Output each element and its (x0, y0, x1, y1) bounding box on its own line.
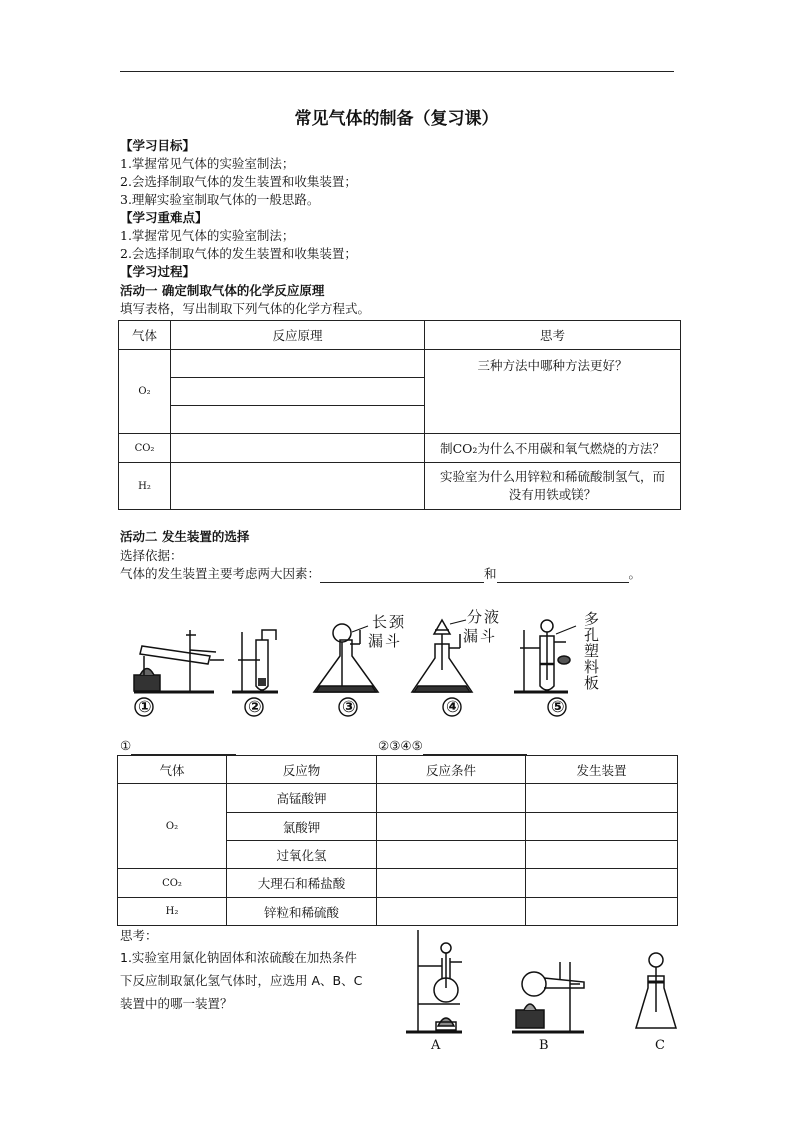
cond-4[interactable] (377, 869, 526, 898)
label-porous-plate-char-3: 塑 (584, 642, 602, 660)
th2-device: 发生装置 (526, 756, 678, 784)
question-1-line-1: 1.实验室用氯化钠固体和浓硫酸在加热条件 (120, 950, 357, 965)
device-1[interactable] (526, 784, 678, 813)
apparatus-label-3: ③ (342, 697, 356, 716)
th-gas: 气体 (119, 321, 171, 350)
page-title: 常见气体的制备（复习课） (294, 109, 499, 129)
reactant-marble: 大理石和稀盐酸 (227, 869, 377, 898)
generator-apparatus-figure (120, 600, 610, 720)
o2-think: 三种方法中哪种方法更好？ (425, 350, 681, 434)
section-goals: 【学习目标】 (120, 138, 196, 153)
goal-3: 3.理解实验室制取气体的一般思路。 (120, 192, 320, 207)
cell2-co2: CO₂ (118, 869, 227, 898)
h2-think-line-1: 实验室为什么用锌粒和稀硫酸制氢气，而 (439, 469, 665, 484)
apparatus-a (406, 930, 462, 1032)
th-principle: 反应原理 (171, 321, 425, 350)
apparatus-5 (514, 620, 576, 692)
answer-line-2 (378, 737, 527, 755)
key-2: 2.会选择制取气体的发生装置和收集装置； (120, 246, 357, 261)
factors-prefix: 气体的发生装置主要考虑两大因素： (120, 566, 321, 581)
device-3[interactable] (526, 841, 678, 869)
apparatus-1 (134, 630, 224, 692)
label-porous-plate (584, 611, 602, 691)
o2-principle-1[interactable] (171, 350, 425, 378)
cond-3[interactable] (377, 841, 526, 869)
h2-think-line-2: 没有用铁或镁？ (508, 487, 597, 502)
apparatus-table (117, 755, 678, 926)
factors-and: 和 (484, 566, 497, 581)
section-keys: 【学习重难点】 (120, 210, 208, 225)
label-a: A (431, 1038, 441, 1053)
answer-1-label: ① (120, 738, 132, 753)
label-b: B (539, 1038, 549, 1053)
cond-1[interactable] (377, 784, 526, 813)
label-separatory-funnel-2: 漏斗 (463, 627, 498, 645)
label-c: C (655, 1038, 665, 1053)
cell-co2: CO₂ (119, 434, 171, 463)
co2-principle[interactable] (171, 434, 425, 463)
apparatus-label-2: ② (248, 697, 262, 716)
answer-1-blank[interactable] (131, 740, 236, 755)
key-1: 1.掌握常见气体的实验室制法； (120, 228, 295, 243)
h2-think (425, 463, 681, 510)
cell2-o2: O₂ (118, 784, 227, 869)
factor-2-blank[interactable] (497, 568, 629, 583)
label-porous-plate-char-4: 料 (584, 658, 602, 676)
principle-table (118, 320, 681, 510)
apparatus-b (512, 962, 584, 1032)
label-long-neck-funnel-2: 漏斗 (368, 632, 403, 650)
label-porous-plate-char-5: 板 (584, 674, 602, 692)
apparatus-2 (232, 630, 278, 692)
reactant-kclo3: 氯酸钾 (227, 813, 377, 841)
question-1-line-2: 下反应制取氯化氢气体时，应选用 A、B、C (120, 973, 363, 988)
label-porous-plate-char-2: 孔 (584, 626, 602, 644)
answer-2-blank[interactable] (423, 740, 527, 755)
factors-end: 。 (628, 566, 642, 581)
answer-line-1 (120, 737, 236, 755)
think-heading: 思考： (120, 928, 158, 943)
activity-1-desc: 填写表格，写出制取下列气体的化学方程式。 (120, 301, 371, 316)
label-porous-plate-char-1: 多 (584, 610, 602, 628)
apparatus-label-1: ① (138, 697, 152, 716)
label-separatory-funnel-1: 分液 (467, 608, 502, 626)
section-process: 【学习过程】 (120, 264, 196, 279)
question-1-line-3: 装置中的哪一装置？ (120, 996, 233, 1011)
th2-reactant: 反应物 (227, 756, 377, 784)
th2-condition: 反应条件 (377, 756, 526, 784)
reactant-zinc: 锌粒和稀硫酸 (227, 898, 377, 926)
activity-2-basis: 选择依据： (120, 548, 183, 563)
apparatus-c (636, 953, 676, 1028)
apparatus-label-5: ⑤ (551, 697, 565, 716)
activity-2-title: 活动二 发生装置的选择 (120, 529, 250, 544)
device-2[interactable] (526, 813, 678, 841)
abc-apparatus-figure (400, 922, 690, 1036)
th-think: 思考 (425, 321, 681, 350)
th2-gas: 气体 (118, 756, 227, 784)
header-rule (120, 71, 674, 72)
goal-1: 1.掌握常见气体的实验室制法； (120, 156, 295, 171)
o2-principle-2[interactable] (171, 378, 425, 406)
activity-1-title: 活动一 确定制取气体的化学反应原理 (120, 283, 325, 298)
h2-principle[interactable] (171, 463, 425, 510)
activity-2-factors (120, 565, 641, 583)
reactant-kmno4: 高锰酸钾 (227, 784, 377, 813)
cell2-h2: H₂ (118, 898, 227, 926)
apparatus-label-4: ④ (446, 697, 460, 716)
label-long-neck-funnel-1: 长颈 (372, 613, 407, 631)
o2-principle-3[interactable] (171, 406, 425, 434)
cell-o2: O₂ (119, 350, 171, 434)
co2-think: 制CO₂为什么不用碳和氧气燃烧的方法？ (425, 434, 681, 463)
factor-1-blank[interactable] (320, 568, 484, 583)
cond-2[interactable] (377, 813, 526, 841)
device-4[interactable] (526, 869, 678, 898)
goal-2: 2.会选择制取气体的发生装置和收集装置； (120, 174, 357, 189)
answer-2-label: ②③④⑤ (378, 738, 423, 753)
cell-h2: H₂ (119, 463, 171, 510)
question-1 (120, 946, 362, 1015)
reactant-h2o2: 过氧化氢 (227, 841, 377, 869)
